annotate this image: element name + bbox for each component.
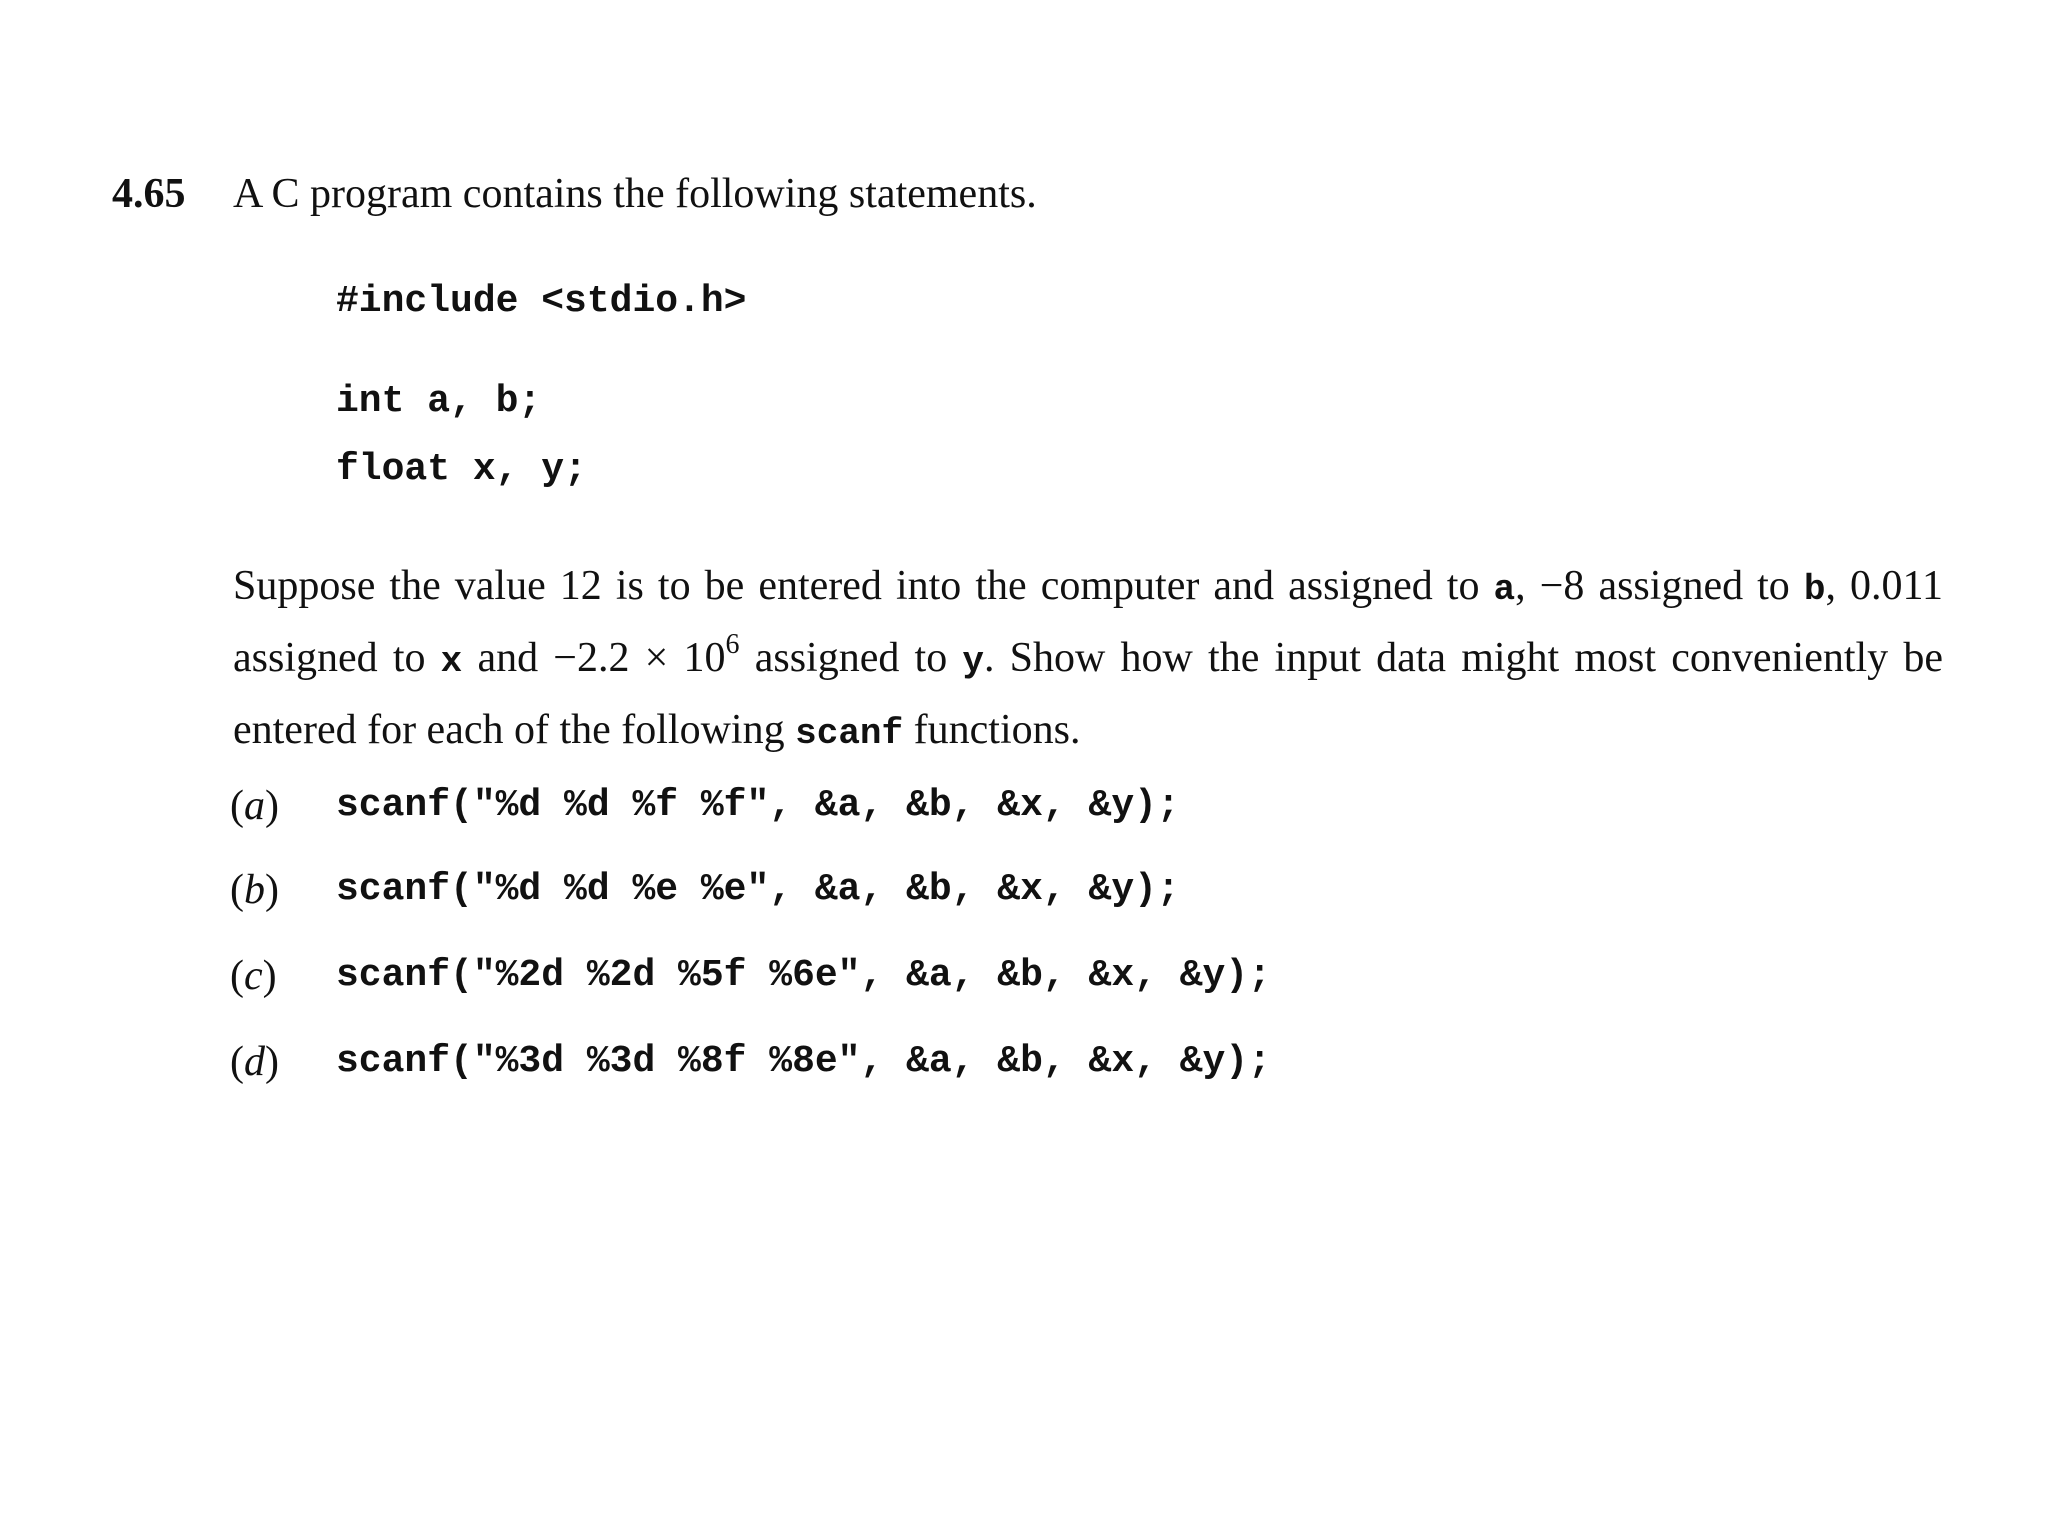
item-code: scanf("%3d %3d %8f %8e", &a, &b, &x, &y); [336, 1040, 1271, 1083]
code-include-line: #include <stdio.h> [336, 280, 747, 323]
para-text-7: functions. [903, 707, 1081, 753]
para-text-3: , 0.011 assigned to [233, 563, 1943, 681]
exponent: 6 [725, 629, 740, 660]
item-label: (a) [230, 783, 279, 829]
para-text-4: and −2.2 × 10 [462, 635, 726, 681]
item-label: (b) [230, 867, 279, 913]
var-b: b [1803, 569, 1826, 610]
para-text-1: Suppose the value 12 is to be entered into the computer and assigned to [233, 563, 1494, 609]
item-code: scanf("%2d %2d %5f %6e", &a, &b, &x, &y); [336, 954, 1271, 997]
problem-intro: A C program contains the following statements. [233, 171, 1037, 217]
item-code: scanf("%d %d %f %f", &a, &b, &x, &y); [336, 784, 1180, 827]
para-text-5: assigned to [739, 635, 963, 681]
list-item [230, 862, 1180, 918]
var-a: a [1493, 569, 1516, 610]
var-x: x [440, 641, 463, 682]
list-item [230, 948, 1271, 1004]
item-label: (c) [230, 953, 277, 999]
problem-description [233, 552, 1943, 768]
list-item [230, 1034, 1271, 1090]
problem-number: 4.65 [112, 171, 186, 217]
para-text-6: . Show how the input data might most conveniently be entered for each of the following [233, 635, 1944, 753]
code-float-declaration: float x, y; [336, 448, 587, 491]
scanf-keyword: scanf [795, 713, 904, 754]
para-text-2: , −8 assigned to [1515, 563, 1804, 609]
var-y: y [962, 641, 984, 682]
code-int-declaration: int a, b; [336, 380, 542, 423]
item-code: scanf("%d %d %e %e", &a, &b, &x, &y); [336, 868, 1180, 911]
item-label: (d) [230, 1039, 279, 1085]
list-item [230, 778, 1180, 834]
